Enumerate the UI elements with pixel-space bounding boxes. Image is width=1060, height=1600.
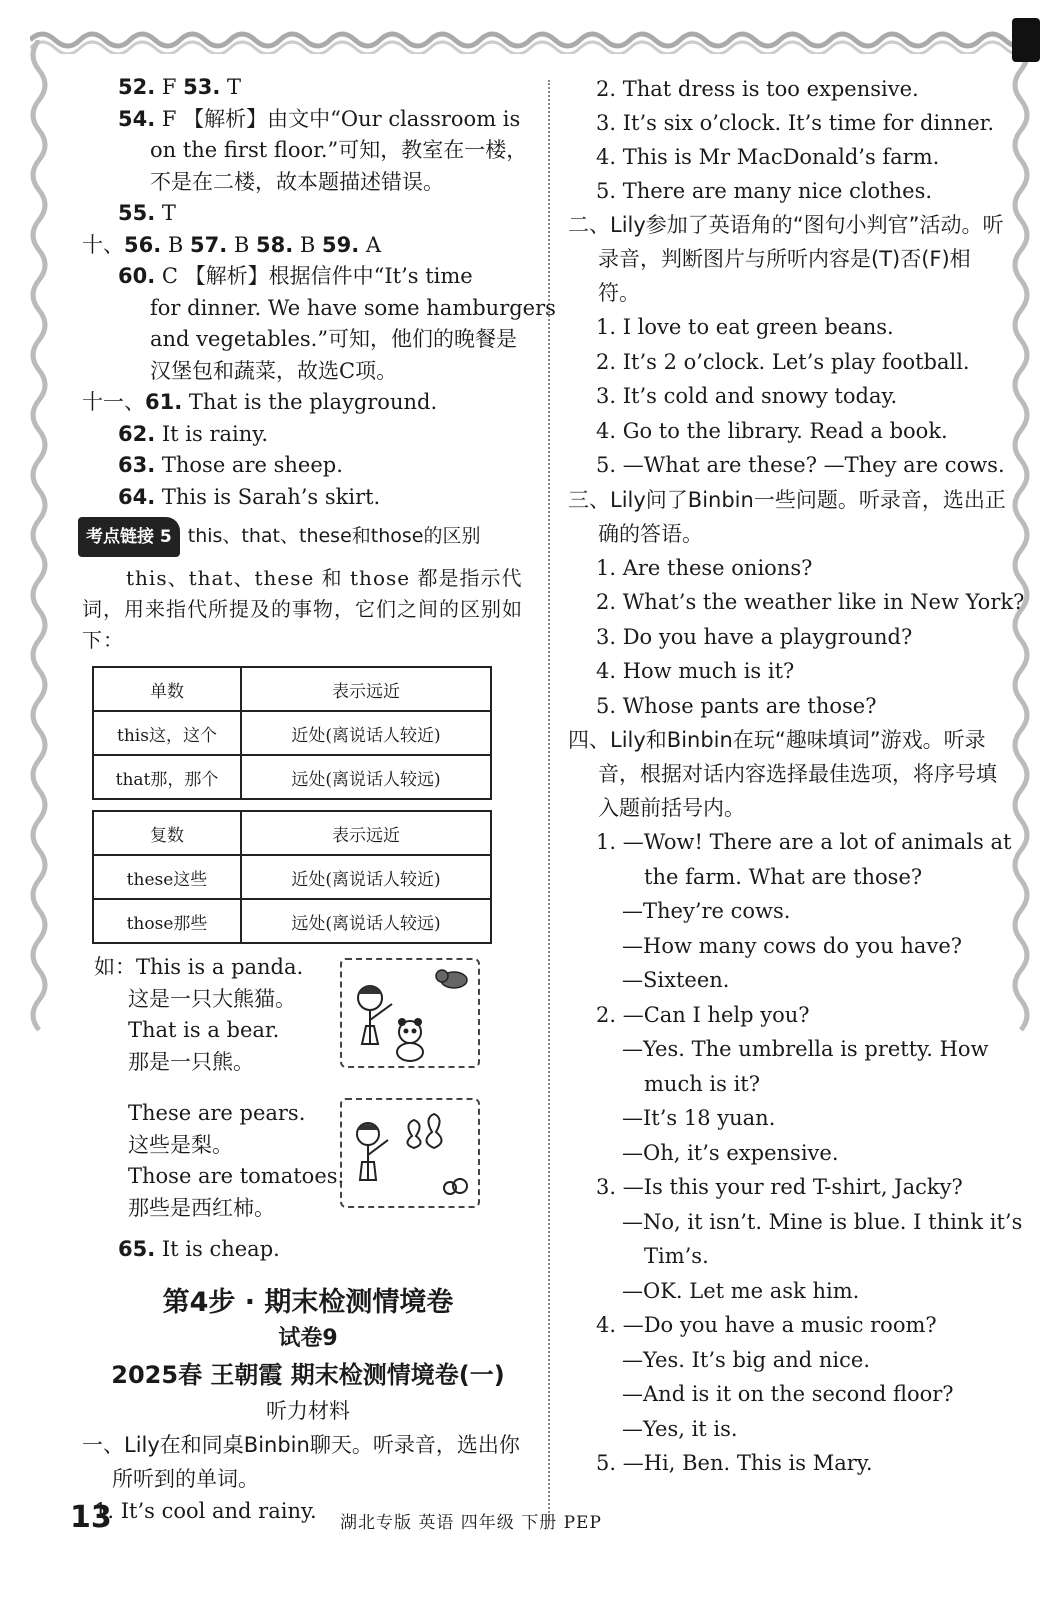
table-cell: 近处(离说话人较近) (241, 711, 491, 755)
section-3-item: 4. How much is it? (596, 659, 795, 683)
answer-60-explanation-2: and vegetables.”可知，他们的晚餐是 (150, 327, 518, 351)
dialogue-line: —It’s 18 yuan. (622, 1106, 776, 1130)
page-corner-tab (1012, 18, 1040, 62)
answer-62: 62. It is rainy. (118, 421, 269, 446)
example-line: 这是一只大熊猫。 (128, 986, 296, 1011)
boy-pears-illustration (340, 1098, 480, 1208)
table-cell: 远处(离说话人较远) (241, 899, 491, 943)
section-2-item: 3. It’s cold and snowy today. (596, 384, 898, 408)
dialogue-line: —They’re cows. (622, 899, 791, 923)
example-line: 如：This is a panda. (94, 955, 304, 979)
dialogue-line: —How many cows do you have? (622, 933, 962, 958)
answer-60: 60. C 【解析】根据信件中“It’s time (118, 264, 473, 288)
step-heading: 第4步 · 期末检测情境卷 (162, 1286, 454, 1318)
example-line: Those are tomatoes. (128, 1164, 345, 1188)
decorative-border-left (24, 40, 54, 1040)
dialogue-line: 4. —Do you have a music room? (596, 1313, 937, 1337)
example-block-1 (82, 952, 534, 1086)
table-cell: those那些 (93, 899, 241, 943)
table-cell: this这，这个 (93, 711, 241, 755)
section-1-heading: 一、Lily在和同桌Binbin聊天。听录音，选出你所听到的单词。 (82, 1432, 520, 1491)
table-cell: that那，那个 (93, 755, 241, 799)
dialogue-line: —And is it on the second floor? (622, 1382, 954, 1406)
section-3-item: 5. Whose pants are those? (596, 693, 877, 718)
dialogue-line: 1. —Wow! There are a lot of animals at (596, 830, 1012, 854)
dialogue-line: —Yes. The umbrella is pretty. How (622, 1037, 989, 1061)
section-2-item: 2. It’s 2 o’clock. Let’s play football. (596, 349, 970, 374)
example-line: 这些是梨。 (128, 1132, 233, 1157)
example-line: These are pears. (128, 1101, 306, 1125)
girl-panda-illustration (340, 958, 480, 1068)
answer-54-explanation-1: on the first floor.”可知，教室在一楼， (150, 138, 528, 162)
example-line: That is a bear. (128, 1018, 280, 1042)
dialogue-line: —Sixteen. (622, 968, 730, 992)
answer-52-53: 52. F 53. T (118, 75, 242, 99)
dialogue-line: —Yes, it is. (622, 1416, 738, 1441)
plural-table (92, 810, 492, 944)
section-1-item-5: 5. There are many nice clothes. (596, 179, 933, 203)
section-2-item: 5. —What are these? —They are cows. (596, 453, 1005, 477)
dialogue-line: —Oh, it’s expensive. (622, 1140, 839, 1165)
section-3-heading: 三、Lily问了Binbin一些问题。听录音，选出正确的答语。 (568, 487, 1006, 546)
dialogue-line: Tim’s. (644, 1244, 709, 1268)
section-4-heading: 四、Lily和Binbin在玩“趣味填词”游戏。听录音，根据对话内容选择最佳选项，将序号填入题前括号内。 (568, 728, 997, 820)
answer-63: 63. Those are sheep. (118, 453, 343, 477)
answer-60-explanation-3: 汉堡包和蔬菜，故选C项。 (150, 358, 398, 383)
table-cell: these这些 (93, 855, 241, 899)
table-header: 复数 (93, 811, 241, 855)
answer-64: 64. This is Sarah’s skirt. (118, 484, 381, 509)
example-line: 那些是西红柿。 (128, 1195, 275, 1220)
paper-number: 试卷9 (278, 1325, 338, 1351)
section-2-heading: 二、Lily参加了英语角的“图句小判官”活动。听录音，判断图片与所听内容是(T)否(F)相符。 (568, 213, 1004, 305)
table-cell: 近处(离说话人较近) (241, 855, 491, 899)
dialogue-line: —OK. Let me ask him. (622, 1278, 860, 1303)
page-footer (70, 1500, 1000, 1540)
dialogue-line: the farm. What are those? (644, 864, 923, 889)
dialogue-line: 3. —Is this your red T-shirt, Jacky? (596, 1175, 963, 1199)
page-number: 13 (70, 1500, 112, 1535)
answer-56-59: 十、56. B 57. B 58. B 59. A (82, 232, 382, 257)
section-3-item: 3. Do you have a playground? (596, 624, 913, 649)
answer-60-explanation-1: for dinner. We have some hamburgers (150, 295, 556, 320)
exam-title: 2025春 王朝霞 期末检测情境卷(一) (111, 1360, 505, 1389)
decorative-border-right (1006, 40, 1036, 1040)
section-1-item-4: 4. This is Mr MacDonald’s farm. (596, 145, 940, 169)
knowledge-paragraph: this、that、these 和 those 都是指示代词，用来指代所提及的事物，它们之间的区别如下： (82, 566, 523, 652)
example-line: 那是一只熊。 (128, 1049, 254, 1074)
footer-edition-info: 湖北专版 英语 四年级 下册 PEP (340, 1513, 602, 1533)
dialogue-line: 2. —Can I help you? (596, 1002, 810, 1027)
answer-61: 十一、61. That is the playground. (82, 390, 438, 414)
section-1-item-3: 3. It’s six o’clock. It’s time for dinner. (596, 111, 995, 135)
right-column (568, 72, 1025, 1481)
singular-table (92, 666, 492, 800)
section-1-item-2: 2. That dress is too expensive. (596, 77, 919, 101)
table-header: 表示远近 (241, 667, 491, 711)
dialogue-line: 5. —Hi, Ben. This is Mary. (596, 1451, 873, 1475)
knowledge-link-title: this、that、these和those的区别 (187, 525, 481, 547)
answer-54-explanation-2: 不是在二楼，故本题描述错误。 (150, 169, 444, 194)
table-header: 单数 (93, 667, 241, 711)
section-3-item: 1. Are these onions? (596, 555, 813, 580)
dialogue-line: —No, it isn’t. Mine is blue. I think it’s (622, 1209, 1023, 1234)
answer-55: 55. T (118, 201, 176, 225)
left-column (82, 72, 556, 1527)
knowledge-link-badge: 考点链接 5 (78, 517, 180, 557)
dialogue-line: —Yes. It’s big and nice. (622, 1347, 871, 1372)
answer-54: 54. F 【解析】由文中“Our classroom is (118, 106, 521, 131)
example-block-2 (82, 1098, 534, 1232)
section-2-item: 4. Go to the library. Read a book. (596, 418, 948, 443)
decorative-border-top (30, 26, 1030, 54)
table-header: 表示远近 (241, 811, 491, 855)
answer-65: 65. It is cheap. (118, 1237, 280, 1261)
knowledge-link-header (78, 517, 534, 557)
section-3-item: 2. What’s the weather like in New York? (596, 590, 1025, 614)
listening-material-label: 听力材料 (266, 1398, 350, 1423)
section-1-item-1: 1. It’s cool and rainy. (94, 1498, 317, 1523)
table-cell: 远处(离说话人较远) (241, 755, 491, 799)
section-2-item: 1. I love to eat green beans. (596, 315, 894, 339)
dialogue-line: much is it? (644, 1071, 760, 1096)
